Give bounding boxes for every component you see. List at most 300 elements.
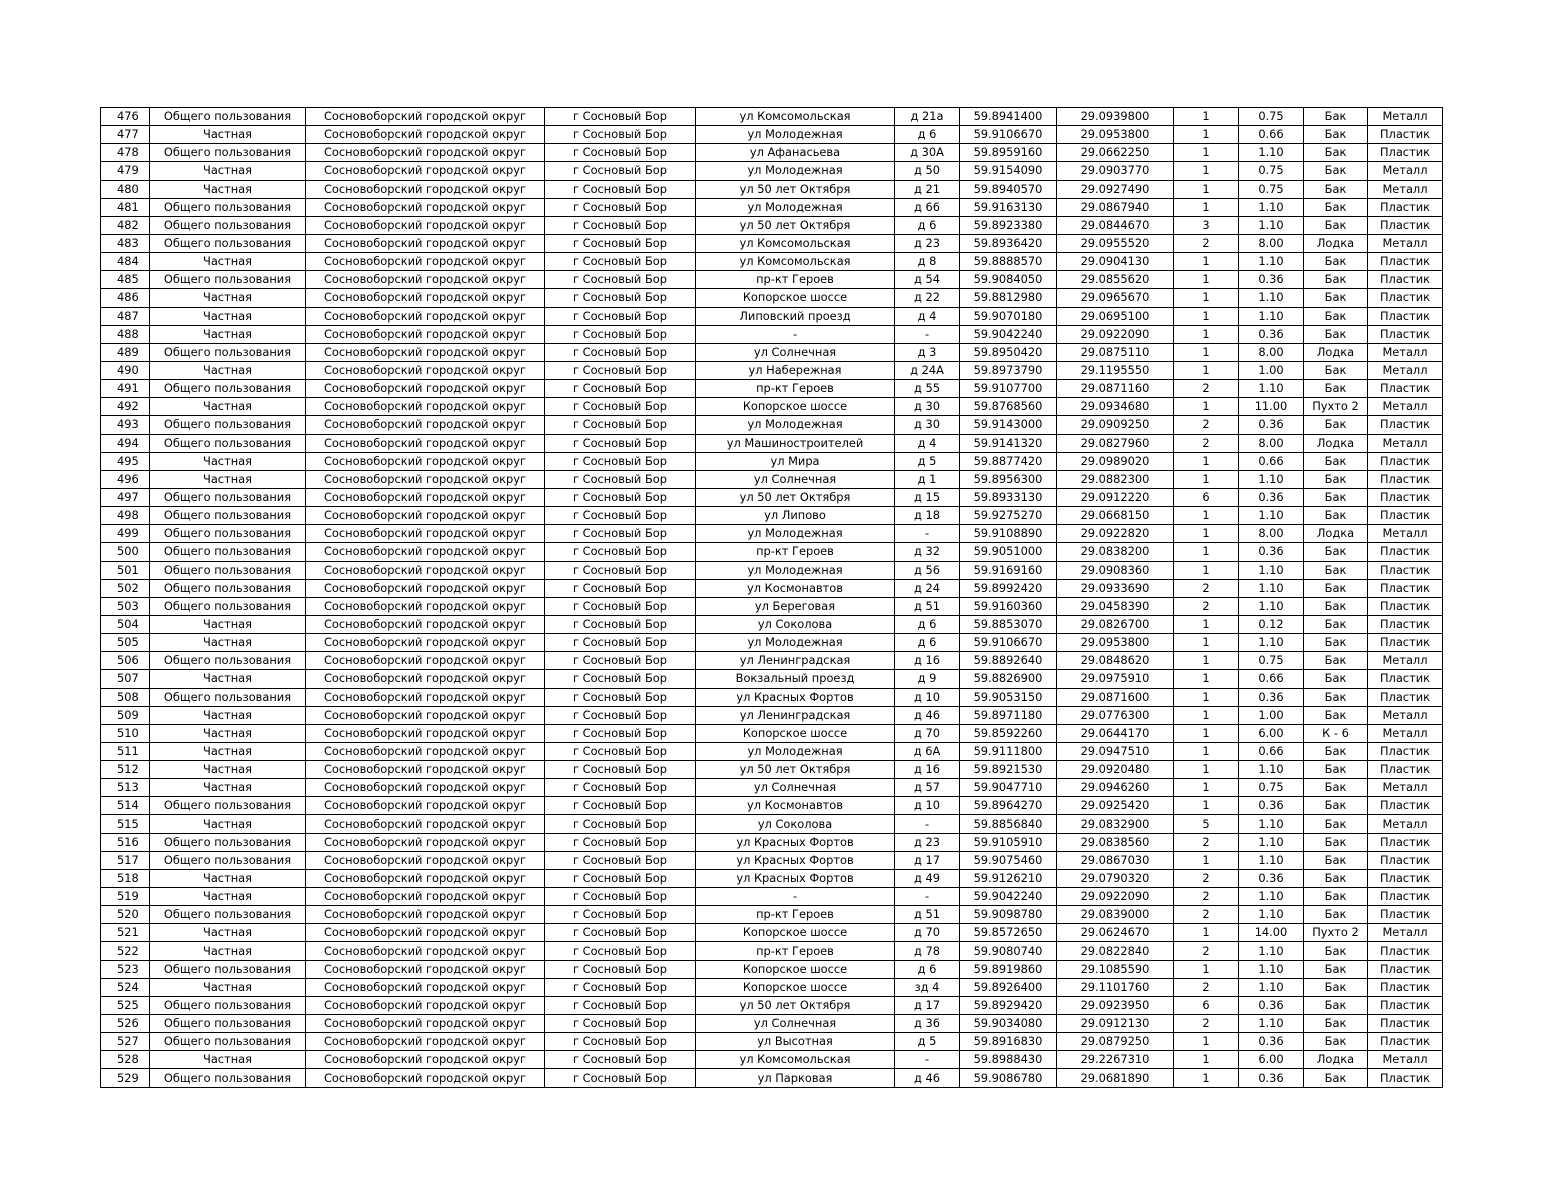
- city-cell: г Сосновый Бор: [545, 253, 696, 271]
- table-row: [101, 253, 1443, 271]
- material-cell: Металл: [1368, 108, 1443, 126]
- container-type-cell: Пухто 2: [1304, 924, 1368, 942]
- latitude-cell: 59.8921530: [960, 761, 1057, 779]
- container-count-cell: 1: [1174, 361, 1239, 379]
- container-type-cell: Бак: [1304, 180, 1368, 198]
- street-cell: ул 50 лет Октября: [696, 761, 895, 779]
- container-volume-cell: 0.36: [1239, 797, 1304, 815]
- row-number-cell: 497: [101, 488, 150, 506]
- material-cell: Пластик: [1368, 289, 1443, 307]
- house-cell: д 10: [895, 797, 960, 815]
- longitude-cell: 29.0848620: [1057, 652, 1174, 670]
- table-row: [101, 978, 1443, 996]
- longitude-cell: 29.2267310: [1057, 1051, 1174, 1069]
- row-number-cell: 520: [101, 906, 150, 924]
- material-cell: Металл: [1368, 180, 1443, 198]
- table-row: [101, 126, 1443, 144]
- table-row: [101, 144, 1443, 162]
- ownership-cell: Общего пользования: [150, 906, 306, 924]
- city-cell: г Сосновый Бор: [545, 289, 696, 307]
- street-cell: пр-кт Героев: [696, 942, 895, 960]
- longitude-cell: 29.0668150: [1057, 507, 1174, 525]
- latitude-cell: 59.8936420: [960, 234, 1057, 252]
- material-cell: Пластик: [1368, 833, 1443, 851]
- street-cell: ул Афанасьева: [696, 144, 895, 162]
- container-count-cell: 2: [1174, 416, 1239, 434]
- container-count-cell: 1: [1174, 706, 1239, 724]
- ownership-cell: Частная: [150, 924, 306, 942]
- container-count-cell: 1: [1174, 1051, 1239, 1069]
- street-cell: ул Машиностроителей: [696, 434, 895, 452]
- material-cell: Пластик: [1368, 325, 1443, 343]
- ownership-cell: Общего пользования: [150, 144, 306, 162]
- street-cell: ул Красных Фортов: [696, 869, 895, 887]
- latitude-cell: 59.9042240: [960, 888, 1057, 906]
- container-volume-cell: 1.10: [1239, 579, 1304, 597]
- city-cell: г Сосновый Бор: [545, 325, 696, 343]
- city-cell: г Сосновый Бор: [545, 507, 696, 525]
- district-cell: Сосновоборский городской округ: [306, 1033, 545, 1051]
- table-row: [101, 198, 1443, 216]
- city-cell: г Сосновый Бор: [545, 833, 696, 851]
- row-number-cell: 508: [101, 688, 150, 706]
- table-row: [101, 579, 1443, 597]
- container-type-cell: Бак: [1304, 815, 1368, 833]
- latitude-cell: 59.9106670: [960, 634, 1057, 652]
- row-number-cell: 495: [101, 452, 150, 470]
- ownership-cell: Общего пользования: [150, 579, 306, 597]
- container-volume-cell: 1.10: [1239, 815, 1304, 833]
- city-cell: г Сосновый Бор: [545, 888, 696, 906]
- street-cell: ул 50 лет Октября: [696, 180, 895, 198]
- row-number-cell: 482: [101, 216, 150, 234]
- latitude-cell: 59.9070180: [960, 307, 1057, 325]
- city-cell: г Сосновый Бор: [545, 488, 696, 506]
- material-cell: Пластик: [1368, 216, 1443, 234]
- longitude-cell: 29.0790320: [1057, 869, 1174, 887]
- latitude-cell: 59.9141320: [960, 434, 1057, 452]
- container-count-cell: 1: [1174, 797, 1239, 815]
- city-cell: г Сосновый Бор: [545, 1015, 696, 1033]
- ownership-cell: Общего пользования: [150, 416, 306, 434]
- district-cell: Сосновоборский городской округ: [306, 906, 545, 924]
- city-cell: г Сосновый Бор: [545, 180, 696, 198]
- container-type-cell: Бак: [1304, 126, 1368, 144]
- table-row: [101, 543, 1443, 561]
- district-cell: Сосновоборский городской округ: [306, 742, 545, 760]
- ownership-cell: Общего пользования: [150, 652, 306, 670]
- material-cell: Пластик: [1368, 144, 1443, 162]
- ownership-cell: Общего пользования: [150, 108, 306, 126]
- street-cell: -: [696, 325, 895, 343]
- district-cell: Сосновоборский городской округ: [306, 1069, 545, 1087]
- house-cell: д 70: [895, 724, 960, 742]
- container-volume-cell: 0.75: [1239, 108, 1304, 126]
- table-row: [101, 851, 1443, 869]
- container-count-cell: 2: [1174, 888, 1239, 906]
- house-cell: зд 4: [895, 978, 960, 996]
- container-count-cell: 3: [1174, 216, 1239, 234]
- house-cell: д 5: [895, 1033, 960, 1051]
- longitude-cell: 29.0662250: [1057, 144, 1174, 162]
- longitude-cell: 29.0903770: [1057, 162, 1174, 180]
- ownership-cell: Частная: [150, 615, 306, 633]
- street-cell: Копорское шоссе: [696, 398, 895, 416]
- city-cell: г Сосновый Бор: [545, 779, 696, 797]
- city-cell: г Сосновый Бор: [545, 543, 696, 561]
- material-cell: Пластик: [1368, 561, 1443, 579]
- container-count-cell: 1: [1174, 924, 1239, 942]
- material-cell: Металл: [1368, 162, 1443, 180]
- ownership-cell: Частная: [150, 180, 306, 198]
- container-volume-cell: 1.10: [1239, 561, 1304, 579]
- row-number-cell: 491: [101, 380, 150, 398]
- container-count-cell: 1: [1174, 960, 1239, 978]
- container-type-cell: Пухто 2: [1304, 398, 1368, 416]
- ownership-cell: Общего пользования: [150, 234, 306, 252]
- ownership-cell: Общего пользования: [150, 216, 306, 234]
- longitude-cell: 29.0871600: [1057, 688, 1174, 706]
- table-row: [101, 706, 1443, 724]
- longitude-cell: 29.0946260: [1057, 779, 1174, 797]
- row-number-cell: 496: [101, 470, 150, 488]
- material-cell: Пластик: [1368, 851, 1443, 869]
- latitude-cell: 59.8923380: [960, 216, 1057, 234]
- district-cell: Сосновоборский городской округ: [306, 815, 545, 833]
- container-volume-cell: 1.10: [1239, 198, 1304, 216]
- container-type-cell: Бак: [1304, 162, 1368, 180]
- street-cell: ул 50 лет Октября: [696, 996, 895, 1014]
- latitude-cell: 59.9080740: [960, 942, 1057, 960]
- material-cell: Металл: [1368, 1051, 1443, 1069]
- district-cell: Сосновоборский городской округ: [306, 960, 545, 978]
- row-number-cell: 511: [101, 742, 150, 760]
- city-cell: г Сосновый Бор: [545, 470, 696, 488]
- longitude-cell: 29.1195550: [1057, 361, 1174, 379]
- latitude-cell: 59.8877420: [960, 452, 1057, 470]
- container-volume-cell: 14.00: [1239, 924, 1304, 942]
- street-cell: Липовский проезд: [696, 307, 895, 325]
- longitude-cell: 29.0867030: [1057, 851, 1174, 869]
- row-number-cell: 477: [101, 126, 150, 144]
- street-cell: пр-кт Героев: [696, 906, 895, 924]
- container-type-cell: Бак: [1304, 688, 1368, 706]
- latitude-cell: 59.9084050: [960, 271, 1057, 289]
- district-cell: Сосновоборский городской округ: [306, 416, 545, 434]
- container-type-cell: Бак: [1304, 1015, 1368, 1033]
- row-number-cell: 523: [101, 960, 150, 978]
- street-cell: ул Молодежная: [696, 198, 895, 216]
- ownership-cell: Частная: [150, 978, 306, 996]
- longitude-cell: 29.0867940: [1057, 198, 1174, 216]
- house-cell: д 46: [895, 1069, 960, 1087]
- longitude-cell: 29.0838560: [1057, 833, 1174, 851]
- table-row: [101, 634, 1443, 652]
- city-cell: г Сосновый Бор: [545, 361, 696, 379]
- street-cell: ул Мира: [696, 452, 895, 470]
- house-cell: д 1: [895, 470, 960, 488]
- longitude-cell: 29.0839000: [1057, 906, 1174, 924]
- row-number-cell: 516: [101, 833, 150, 851]
- district-cell: Сосновоборский городской округ: [306, 216, 545, 234]
- row-number-cell: 503: [101, 597, 150, 615]
- city-cell: г Сосновый Бор: [545, 706, 696, 724]
- table-row: [101, 996, 1443, 1014]
- house-cell: д 6А: [895, 742, 960, 760]
- container-volume-cell: 1.10: [1239, 253, 1304, 271]
- street-cell: Копорское шоссе: [696, 924, 895, 942]
- latitude-cell: 59.8988430: [960, 1051, 1057, 1069]
- container-count-cell: 1: [1174, 162, 1239, 180]
- material-cell: Металл: [1368, 361, 1443, 379]
- latitude-cell: 59.9108890: [960, 525, 1057, 543]
- longitude-cell: 29.0882300: [1057, 470, 1174, 488]
- street-cell: ул Молодежная: [696, 525, 895, 543]
- material-cell: Пластик: [1368, 579, 1443, 597]
- longitude-cell: 29.0933690: [1057, 579, 1174, 597]
- container-type-cell: Бак: [1304, 579, 1368, 597]
- container-type-cell: Бак: [1304, 144, 1368, 162]
- ownership-cell: Общего пользования: [150, 688, 306, 706]
- latitude-cell: 59.8919860: [960, 960, 1057, 978]
- district-cell: Сосновоборский городской округ: [306, 1051, 545, 1069]
- latitude-cell: 59.9086780: [960, 1069, 1057, 1087]
- row-number-cell: 524: [101, 978, 150, 996]
- latitude-cell: 59.8856840: [960, 815, 1057, 833]
- container-type-cell: Лодка: [1304, 525, 1368, 543]
- latitude-cell: 59.8853070: [960, 615, 1057, 633]
- container-type-cell: Бак: [1304, 253, 1368, 271]
- house-cell: д 6: [895, 615, 960, 633]
- container-count-cell: 2: [1174, 380, 1239, 398]
- latitude-cell: 59.9111800: [960, 742, 1057, 760]
- district-cell: Сосновоборский городской округ: [306, 289, 545, 307]
- city-cell: г Сосновый Бор: [545, 216, 696, 234]
- row-number-cell: 489: [101, 343, 150, 361]
- street-cell: Копорское шоссе: [696, 724, 895, 742]
- street-cell: Копорское шоссе: [696, 960, 895, 978]
- house-cell: д 16: [895, 761, 960, 779]
- district-cell: Сосновоборский городской округ: [306, 597, 545, 615]
- table-row: [101, 416, 1443, 434]
- house-cell: д 8: [895, 253, 960, 271]
- district-cell: Сосновоборский городской округ: [306, 543, 545, 561]
- material-cell: Пластик: [1368, 615, 1443, 633]
- container-count-cell: 2: [1174, 234, 1239, 252]
- container-count-cell: 2: [1174, 942, 1239, 960]
- latitude-cell: 59.8959160: [960, 144, 1057, 162]
- street-cell: ул Солнечная: [696, 1015, 895, 1033]
- row-number-cell: 486: [101, 289, 150, 307]
- house-cell: д 51: [895, 597, 960, 615]
- material-cell: Пластик: [1368, 470, 1443, 488]
- city-cell: г Сосновый Бор: [545, 761, 696, 779]
- container-volume-cell: 11.00: [1239, 398, 1304, 416]
- row-number-cell: 492: [101, 398, 150, 416]
- container-volume-cell: 0.66: [1239, 670, 1304, 688]
- district-cell: Сосновоборский городской округ: [306, 888, 545, 906]
- container-count-cell: 1: [1174, 742, 1239, 760]
- row-number-cell: 504: [101, 615, 150, 633]
- city-cell: г Сосновый Бор: [545, 670, 696, 688]
- container-type-cell: Бак: [1304, 543, 1368, 561]
- longitude-cell: 29.0920480: [1057, 761, 1174, 779]
- material-cell: Металл: [1368, 924, 1443, 942]
- container-count-cell: 1: [1174, 452, 1239, 470]
- ownership-cell: Частная: [150, 634, 306, 652]
- house-cell: д 24А: [895, 361, 960, 379]
- container-volume-cell: 0.36: [1239, 688, 1304, 706]
- latitude-cell: 59.9169160: [960, 561, 1057, 579]
- house-cell: д 6: [895, 634, 960, 652]
- longitude-cell: 29.0965670: [1057, 289, 1174, 307]
- house-cell: д 49: [895, 869, 960, 887]
- material-cell: Пластик: [1368, 996, 1443, 1014]
- ownership-cell: Частная: [150, 361, 306, 379]
- table-row: [101, 343, 1443, 361]
- table-row: [101, 361, 1443, 379]
- container-type-cell: Бак: [1304, 452, 1368, 470]
- row-number-cell: 528: [101, 1051, 150, 1069]
- material-cell: Металл: [1368, 398, 1443, 416]
- container-count-cell: 1: [1174, 180, 1239, 198]
- table-row: [101, 561, 1443, 579]
- house-cell: д 51: [895, 906, 960, 924]
- container-count-cell: 1: [1174, 615, 1239, 633]
- district-cell: Сосновоборский городской округ: [306, 724, 545, 742]
- table-row: [101, 960, 1443, 978]
- container-volume-cell: 1.10: [1239, 960, 1304, 978]
- table-row: [101, 797, 1443, 815]
- longitude-cell: 29.0776300: [1057, 706, 1174, 724]
- container-type-cell: Бак: [1304, 561, 1368, 579]
- longitude-cell: 29.0827960: [1057, 434, 1174, 452]
- container-type-cell: Бак: [1304, 869, 1368, 887]
- city-cell: г Сосновый Бор: [545, 634, 696, 652]
- latitude-cell: 59.9126210: [960, 869, 1057, 887]
- district-cell: Сосновоборский городской округ: [306, 234, 545, 252]
- ownership-cell: Общего пользования: [150, 198, 306, 216]
- table-row: [101, 325, 1443, 343]
- container-count-cell: 2: [1174, 434, 1239, 452]
- material-cell: Пластик: [1368, 797, 1443, 815]
- material-cell: Пластик: [1368, 198, 1443, 216]
- house-cell: д 21а: [895, 108, 960, 126]
- container-type-cell: Бак: [1304, 361, 1368, 379]
- container-volume-cell: 1.10: [1239, 761, 1304, 779]
- container-count-cell: 1: [1174, 634, 1239, 652]
- material-cell: Пластик: [1368, 1069, 1443, 1087]
- ownership-cell: Частная: [150, 398, 306, 416]
- container-volume-cell: 1.10: [1239, 1015, 1304, 1033]
- table-row: [101, 470, 1443, 488]
- house-cell: -: [895, 815, 960, 833]
- ownership-cell: Частная: [150, 470, 306, 488]
- house-cell: д 23: [895, 234, 960, 252]
- city-cell: г Сосновый Бор: [545, 126, 696, 144]
- row-number-cell: 505: [101, 634, 150, 652]
- row-number-cell: 525: [101, 996, 150, 1014]
- row-number-cell: 481: [101, 198, 150, 216]
- longitude-cell: 29.0822840: [1057, 942, 1174, 960]
- container-count-cell: 1: [1174, 670, 1239, 688]
- material-cell: Металл: [1368, 815, 1443, 833]
- container-type-cell: Бак: [1304, 906, 1368, 924]
- container-count-cell: 1: [1174, 470, 1239, 488]
- latitude-cell: 59.8916830: [960, 1033, 1057, 1051]
- latitude-cell: 59.9053150: [960, 688, 1057, 706]
- latitude-cell: 59.9160360: [960, 597, 1057, 615]
- container-volume-cell: 0.75: [1239, 779, 1304, 797]
- ownership-cell: Общего пользования: [150, 434, 306, 452]
- row-number-cell: 478: [101, 144, 150, 162]
- district-cell: Сосновоборский городской округ: [306, 634, 545, 652]
- row-number-cell: 506: [101, 652, 150, 670]
- material-cell: Металл: [1368, 343, 1443, 361]
- table-row: [101, 289, 1443, 307]
- street-cell: ул Красных Фортов: [696, 833, 895, 851]
- house-cell: д 18: [895, 507, 960, 525]
- container-count-cell: 1: [1174, 779, 1239, 797]
- material-cell: Металл: [1368, 779, 1443, 797]
- container-volume-cell: 1.10: [1239, 888, 1304, 906]
- ownership-cell: Общего пользования: [150, 597, 306, 615]
- container-count-cell: 1: [1174, 325, 1239, 343]
- table-row: [101, 833, 1443, 851]
- table-row: [101, 888, 1443, 906]
- street-cell: ул Молодежная: [696, 126, 895, 144]
- district-cell: Сосновоборский городской округ: [306, 398, 545, 416]
- container-count-cell: 6: [1174, 996, 1239, 1014]
- container-volume-cell: 1.10: [1239, 942, 1304, 960]
- street-cell: ул Парковая: [696, 1069, 895, 1087]
- material-cell: Металл: [1368, 525, 1443, 543]
- container-type-cell: Бак: [1304, 597, 1368, 615]
- container-volume-cell: 1.10: [1239, 906, 1304, 924]
- container-count-cell: 1: [1174, 652, 1239, 670]
- material-cell: Пластик: [1368, 670, 1443, 688]
- container-type-cell: Бак: [1304, 742, 1368, 760]
- container-count-cell: 1: [1174, 507, 1239, 525]
- container-count-cell: 1: [1174, 525, 1239, 543]
- material-cell: Пластик: [1368, 380, 1443, 398]
- ownership-cell: Общего пользования: [150, 996, 306, 1014]
- city-cell: г Сосновый Бор: [545, 162, 696, 180]
- container-count-cell: 2: [1174, 1015, 1239, 1033]
- container-type-cell: Бак: [1304, 507, 1368, 525]
- city-cell: г Сосновый Бор: [545, 1069, 696, 1087]
- city-cell: г Сосновый Бор: [545, 851, 696, 869]
- house-cell: д 17: [895, 996, 960, 1014]
- street-cell: пр-кт Героев: [696, 543, 895, 561]
- row-number-cell: 494: [101, 434, 150, 452]
- container-count-cell: 2: [1174, 978, 1239, 996]
- district-cell: Сосновоборский городской округ: [306, 452, 545, 470]
- longitude-cell: 29.0624670: [1057, 924, 1174, 942]
- ownership-cell: Общего пользования: [150, 343, 306, 361]
- row-number-cell: 515: [101, 815, 150, 833]
- table-row: [101, 162, 1443, 180]
- district-cell: Сосновоборский городской округ: [306, 144, 545, 162]
- district-cell: Сосновоборский городской округ: [306, 470, 545, 488]
- district-cell: Сосновоборский городской округ: [306, 180, 545, 198]
- city-cell: г Сосновый Бор: [545, 271, 696, 289]
- street-cell: ул Комсомольская: [696, 253, 895, 271]
- longitude-cell: 29.0925420: [1057, 797, 1174, 815]
- material-cell: Металл: [1368, 706, 1443, 724]
- row-number-cell: 498: [101, 507, 150, 525]
- container-volume-cell: 1.10: [1239, 507, 1304, 525]
